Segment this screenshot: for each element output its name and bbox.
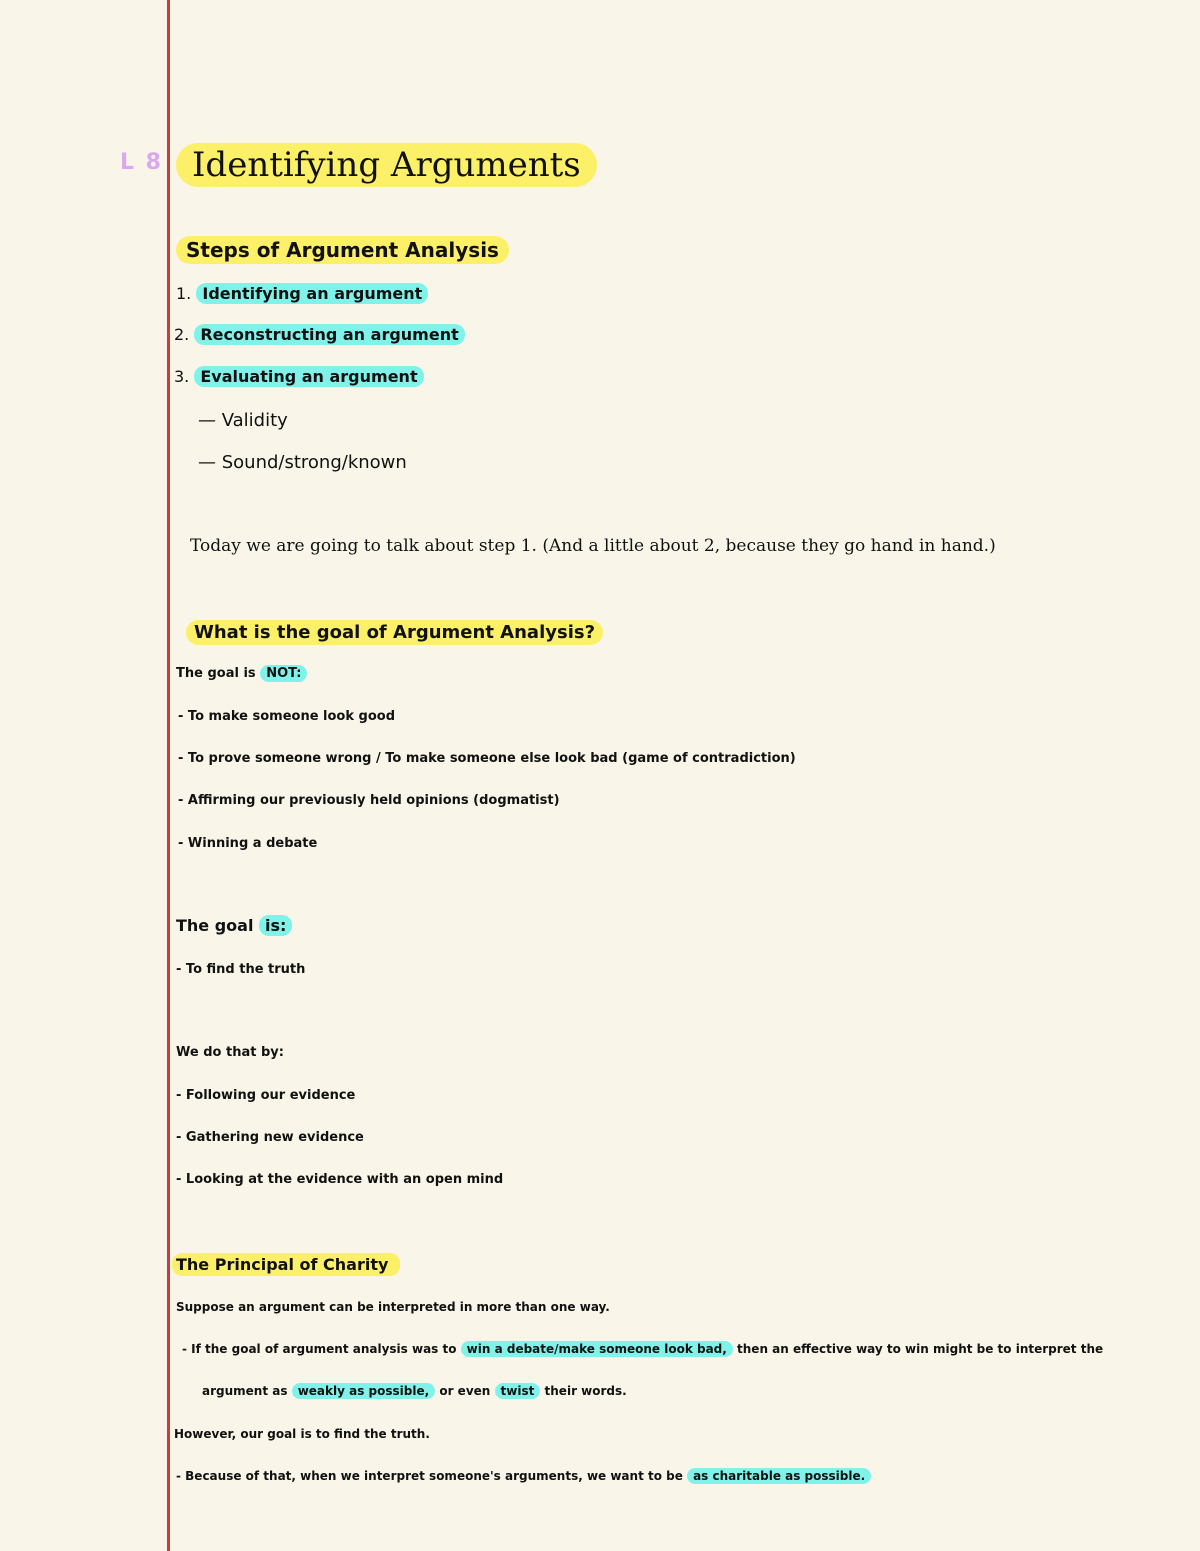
step-text: Reconstructing an argument xyxy=(194,324,464,345)
step-number: 3. xyxy=(174,367,190,386)
lecture-number: L 8 xyxy=(120,150,163,175)
sub-item-soundness: — Sound/strong/known xyxy=(198,452,407,473)
goal-is-word: is: xyxy=(259,915,292,936)
charity-heading: The Principal of Charity xyxy=(172,1253,400,1276)
method-item: - Looking at the evidence with an open mind xyxy=(176,1172,504,1187)
notebook-margin-line xyxy=(167,0,170,1551)
step-item-2 xyxy=(174,325,465,344)
not-goal-item: - Winning a debate xyxy=(178,836,318,851)
charity-highlight: as charitable as possible. xyxy=(687,1468,871,1484)
charity-text: or even xyxy=(439,1384,491,1398)
goal-is-item: - To find the truth xyxy=(176,962,306,977)
goal-is-prefix: The goal xyxy=(176,916,254,935)
step-text: Identifying an argument xyxy=(196,283,428,304)
step-number: 2. xyxy=(174,325,190,344)
charity-line-2 xyxy=(182,1342,1103,1356)
page-title: Identifying Arguments xyxy=(176,143,597,187)
goal-not-line xyxy=(176,666,307,681)
method-item: - Following our evidence xyxy=(176,1088,356,1103)
sub-item-validity: — Validity xyxy=(198,410,288,431)
charity-text: their words. xyxy=(544,1384,627,1398)
steps-heading: Steps of Argument Analysis xyxy=(176,236,509,264)
charity-line-3 xyxy=(202,1384,627,1398)
charity-highlight: twist xyxy=(495,1383,541,1399)
charity-text: - If the goal of argument analysis was to xyxy=(182,1342,457,1356)
method-item: - Gathering new evidence xyxy=(176,1130,364,1145)
charity-highlight: weakly as possible, xyxy=(292,1383,435,1399)
step-item-1 xyxy=(176,284,428,303)
goal-is-line xyxy=(176,916,292,935)
charity-text: then an effective way to win might be to interpret the xyxy=(737,1342,1104,1356)
charity-line-4: However, our goal is to find the truth. xyxy=(174,1427,430,1441)
not-goal-item: - Affirming our previously held opinions (dogmatist) xyxy=(178,793,560,808)
charity-line-5 xyxy=(176,1469,871,1483)
step-text: Evaluating an argument xyxy=(194,366,423,387)
charity-highlight: win a debate/make someone look bad, xyxy=(461,1341,733,1357)
goal-heading: What is the goal of Argument Analysis? xyxy=(186,620,603,645)
not-goal-item: - To make someone look good xyxy=(178,709,396,724)
not-goal-item: - To prove someone wrong / To make someone else look bad (game of contradiction) xyxy=(178,751,796,766)
charity-text: argument as xyxy=(202,1384,288,1398)
step-item-3 xyxy=(174,367,424,386)
charity-line-1: Suppose an argument can be interpreted in more than one way. xyxy=(176,1300,610,1314)
goal-not-word: NOT: xyxy=(260,665,307,682)
today-note: Today we are going to talk about step 1. (And a little about 2, because they go hand in hand.) xyxy=(190,536,996,556)
method-intro: We do that by: xyxy=(176,1045,284,1060)
charity-text: - Because of that, when we interpret someone's arguments, we want to be xyxy=(176,1469,683,1483)
goal-not-prefix: The goal is xyxy=(176,666,256,681)
step-number: 1. xyxy=(176,284,192,303)
